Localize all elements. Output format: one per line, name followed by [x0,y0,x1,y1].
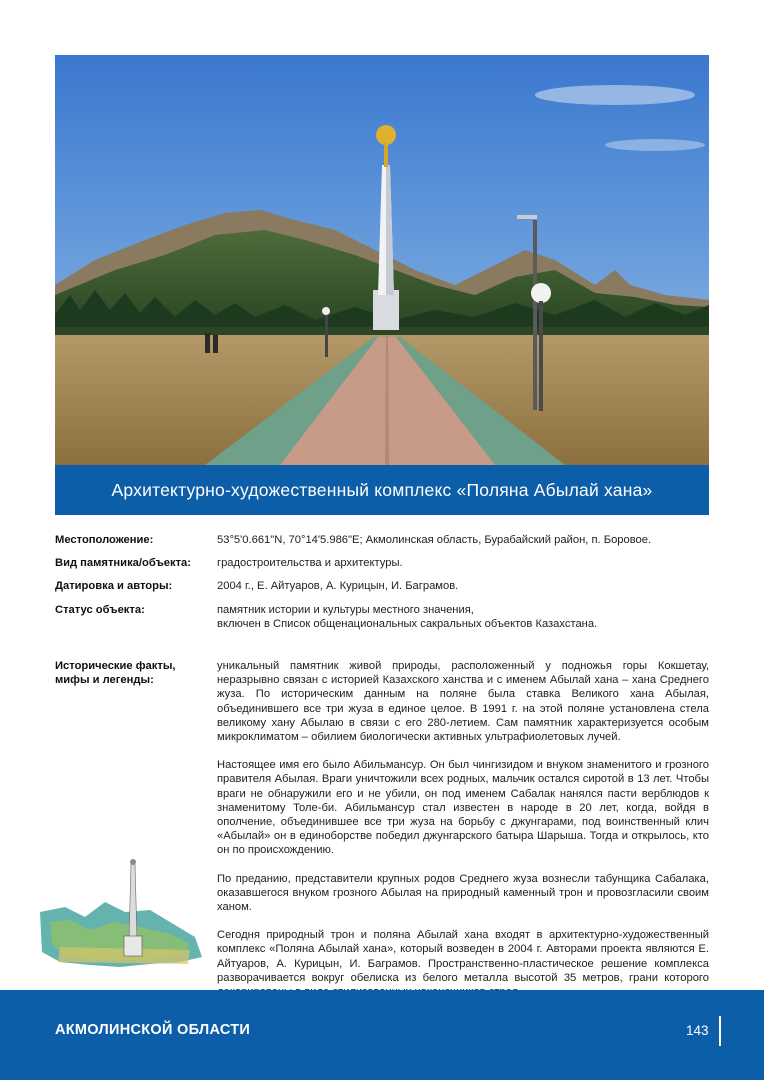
info-table [55,533,709,640]
history-label-line: мифы и легенды: [55,674,154,687]
paragraph: уникальный памятник живой природы, расположенный у подножья горы Кокшетау, неразрывно связан с историей Казахского ханства и с именем Абылай хана – хана Среднего жуза. По историческим данным на поляне была ставка Великого хана Абылая, объединившего все три жуза в единое целое. В 1991 г. на этой поляне установлена стела великому хану Абылаю в связи с его 280-летием. Сам памятник характеризуется особым микроклиматом – обилием биологически активных ультрафиолетовых лучей. [217,660,709,744]
paragraph: Настоящее имя его было Абильмансур. Он был чингизидом и внуком знаменитого и грозного правителя Абылая. Враги уничтожили всех родных, мальчик остался сиротой в 13 лет. Чтобы враги не обнаружили его и не убили, он под именем Сабалак нанялся пасти верблюдов к знаменитому Толе-би. Абильмансур стал известен в народе в 20 лет, когда, войдя в ополчение, объединившее все три жуза на борьбу с джунгарами, под воинственный клич «Абылай» он в единоборстве победил джунгарского батыра Шарыша. Тогда и открылось, кто он по происхождению. [217,759,709,857]
info-label: Датировка и авторы: [55,580,173,593]
info-value-line: памятник истории и культуры местного значения, [217,603,474,616]
monument-photo [55,55,709,465]
info-value-line: включен в Список общенациональных сакральных объектов Казахстана. [217,617,598,630]
page-number: 143 [686,1023,709,1038]
paragraph: Сегодня природный трон и поляна Абылай хана входят в архитектурно-художественный комплекс «Поляна Абылай хана», который возведен в 2004 г. Авторами проекта являются Е. Айтуаров, А. Курицын, И. Баграмов. Пространственно-пластическое решение комплекса разворачивается вокруг обелиска из белого металла высотой 35 метров, грани которого [217,929,709,984]
info-value: 2004 г., Е. Айтуаров, А. Курицын, И. Баграмов. [217,580,459,593]
history-label-line: Исторические факты, [55,660,176,672]
history-text [217,659,709,1013]
info-label: Статус объекта: [55,603,145,616]
obelisk-sketch [30,852,210,982]
paragraph: По преданию, представители крупных родов Среднего жуза вознесли табунщика Сабалака, оказавшегося внуком грозного Абылая на природный каменный трон и провозгласили своим ханом. [217,872,709,914]
history-label [55,659,215,687]
info-value [217,603,709,631]
info-value: 53°5'0.661"N, 70°14'5.986"E; Акмолинская область, Бурабайский район, п. Боровое. [217,534,652,546]
info-row-status [55,603,709,631]
info-row-type [55,556,709,570]
info-label: Вид памятника/объекта: [55,557,191,570]
title-band [55,465,709,515]
footer-region: АКМОЛИНСКОЙ ОБЛАСТИ [55,1022,251,1038]
page-divider [719,1016,721,1046]
info-label: Местоположение: [55,534,154,546]
info-row-location [55,533,709,547]
info-value: градостроительства и архитектуры. [217,557,403,570]
page-title: Архитектурно-художественный комплекс «Поляна Абылай хана» [111,479,653,500]
info-row-dating [55,579,709,593]
